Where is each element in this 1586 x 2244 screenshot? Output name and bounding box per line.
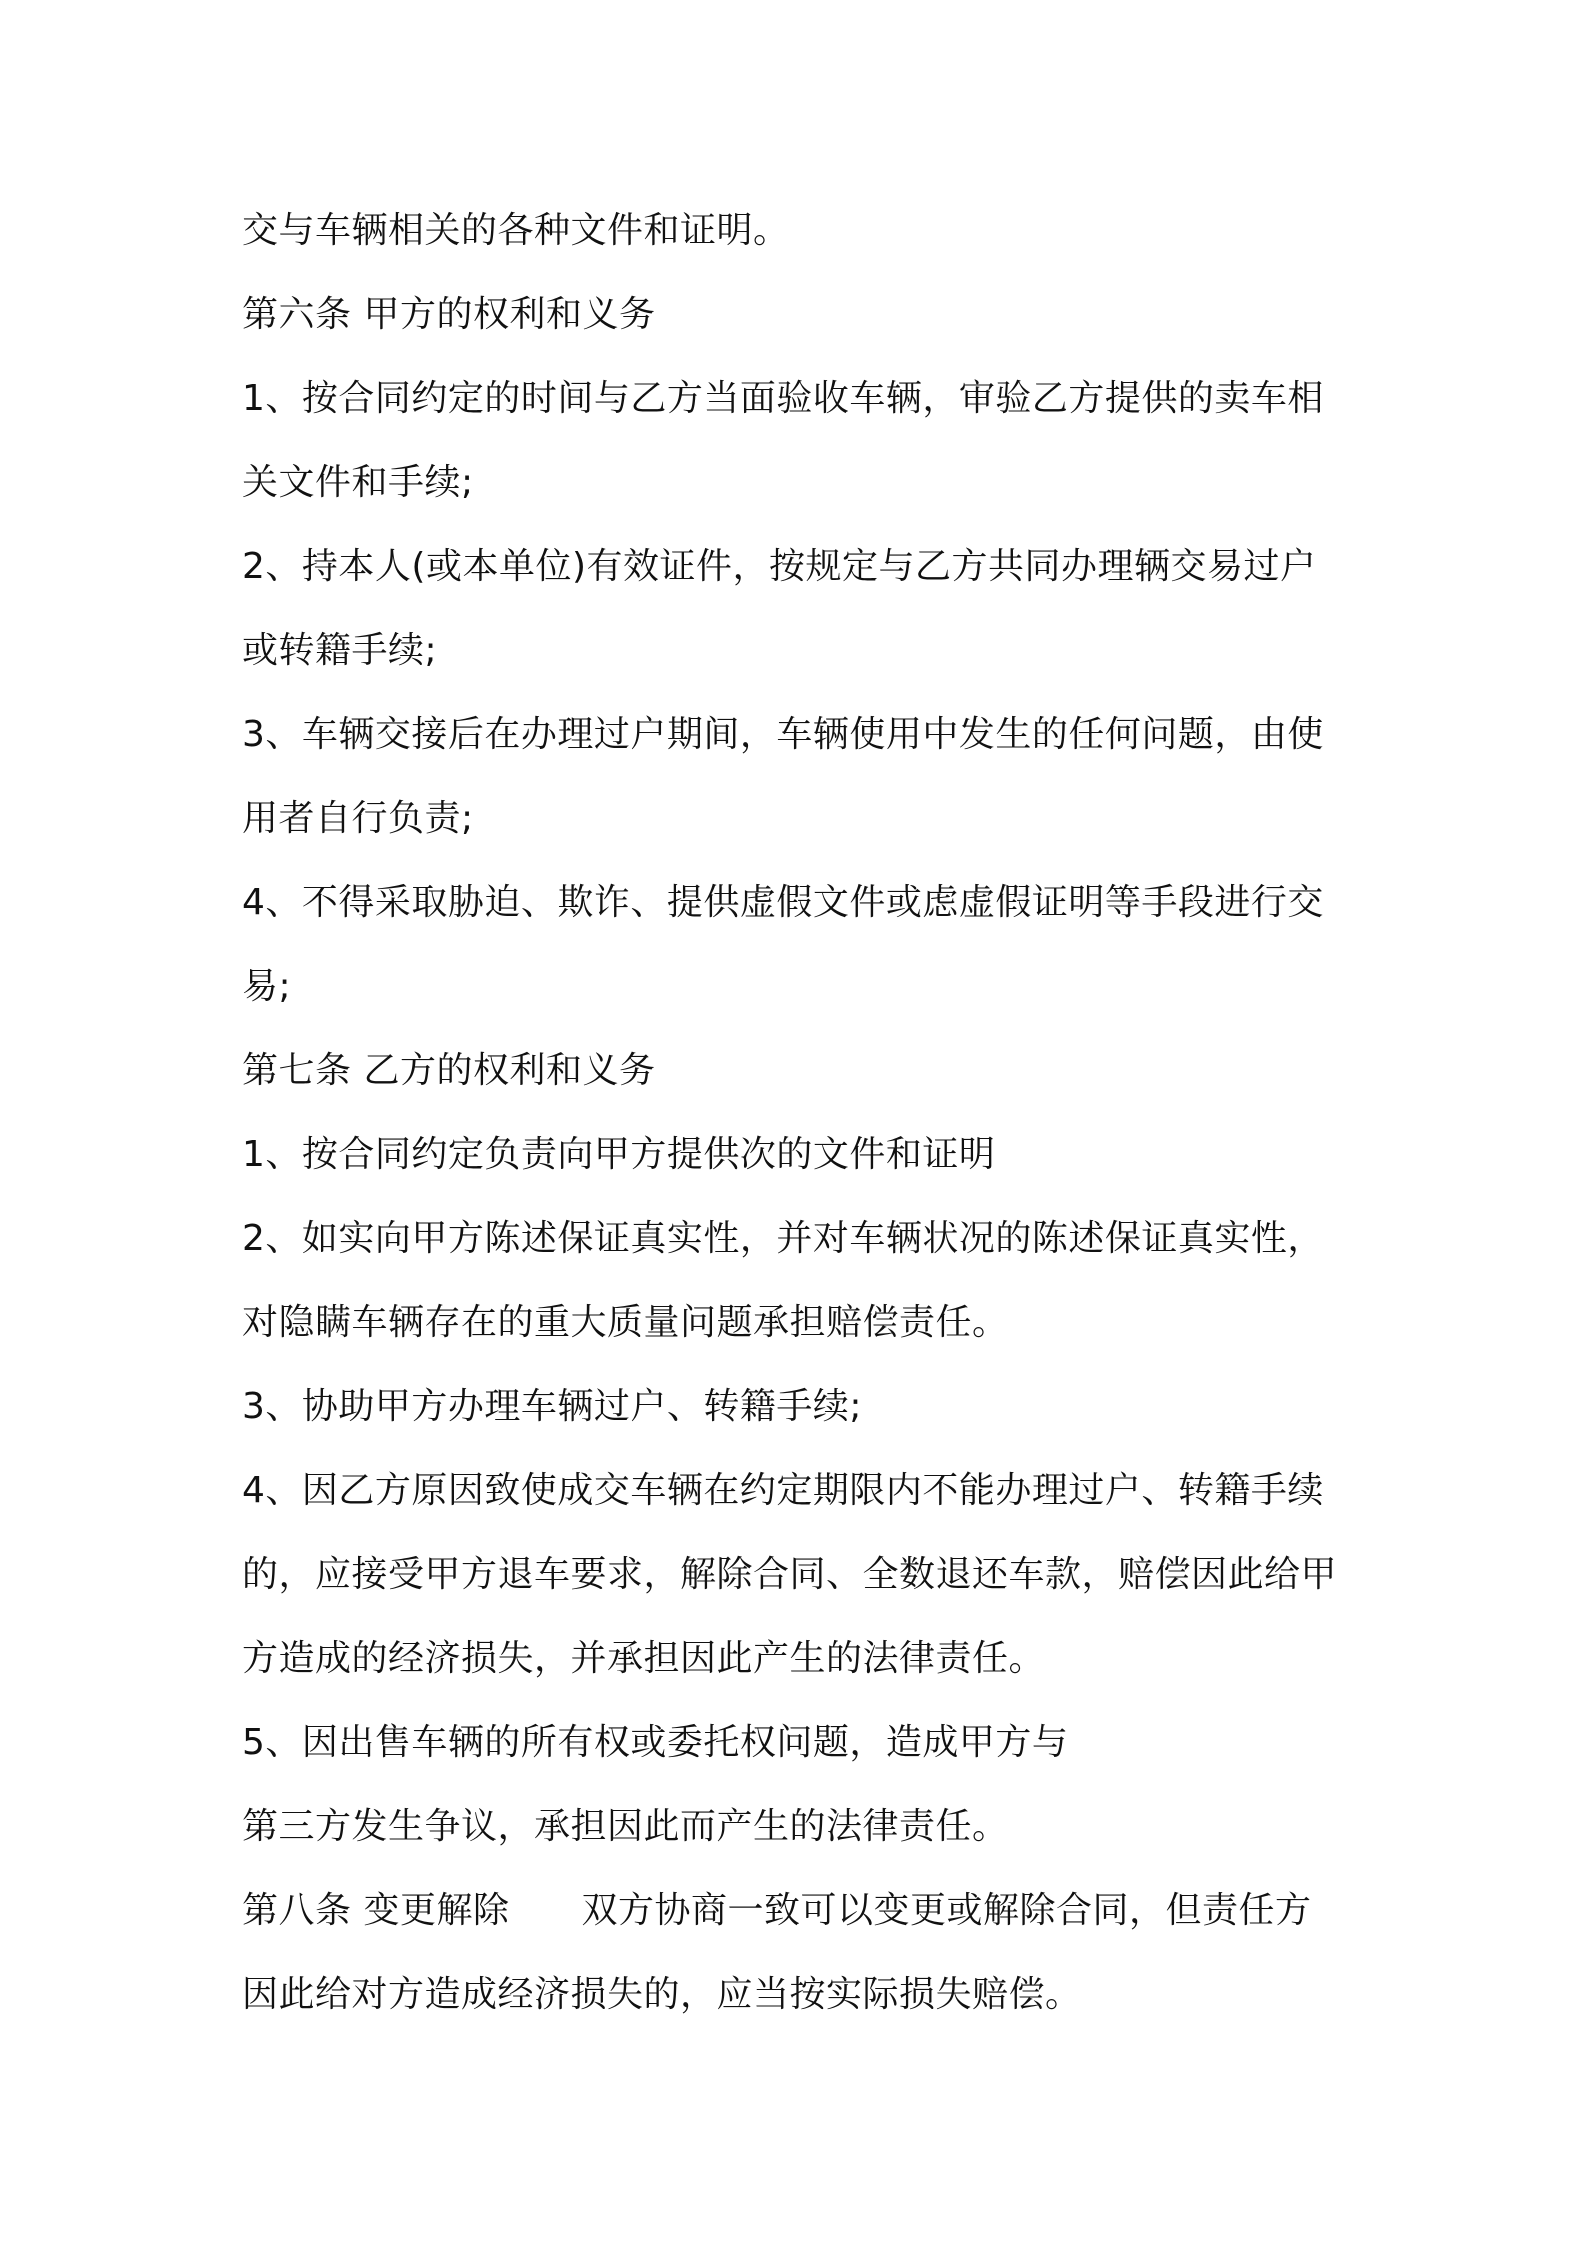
text-line: 易; bbox=[242, 966, 292, 1007]
text-line: 4、因乙方原因致使成交车辆在约定期限内不能办理过户、转籍手续 bbox=[242, 1470, 1324, 1511]
text-line: 交与车辆相关的各种文件和证明。 bbox=[242, 210, 790, 251]
text-line: 2、持本人(或本单位)有效证件，按规定与乙方共同办理辆交易过户 bbox=[242, 546, 1317, 587]
text-line: 1、按合同约定的时间与乙方当面验收车辆，审验乙方提供的卖车相 bbox=[242, 378, 1324, 419]
text-line: 2、如实向甲方陈述保证真实性，并对车辆状况的陈述保证真实性， bbox=[242, 1218, 1324, 1259]
text-line: 用者自行负责; bbox=[242, 798, 474, 839]
text-line: 5、因出售车辆的所有权或委托权问题，造成甲方与 bbox=[242, 1722, 1069, 1763]
text-line: 第三方发生争议，承担因此而产生的法律责任。 bbox=[242, 1806, 1009, 1847]
text-line: 关文件和手续; bbox=[242, 462, 474, 503]
text-line: 3、车辆交接后在办理过户期间，车辆使用中发生的任何问题，由使 bbox=[242, 714, 1324, 755]
text-line: 的，应接受甲方退车要求，解除合同、全数退还车款，赔偿因此给甲 bbox=[242, 1554, 1338, 1595]
text-line: 因此给对方造成经济损失的，应当按实际损失赔偿。 bbox=[242, 1974, 1082, 2015]
document-body bbox=[242, 196, 1372, 2044]
article-8-line bbox=[242, 1876, 1372, 1960]
text-line: 方造成的经济损失，并承担因此产生的法律责任。 bbox=[242, 1638, 1046, 1679]
text-line: 1、按合同约定负责向甲方提供次的文件和证明 bbox=[242, 1134, 996, 1175]
article-7-heading: 第七条 乙方的权利和义务 bbox=[242, 1050, 656, 1091]
text-line: 对隐瞒车辆存在的重大质量问题承担赔偿责任。 bbox=[242, 1302, 1009, 1343]
text-line: 3、协助甲方办理车辆过户、转籍手续; bbox=[242, 1386, 863, 1427]
article-6-heading: 第六条 甲方的权利和义务 bbox=[242, 294, 656, 335]
article-8-heading: 第八条 变更解除 bbox=[242, 1890, 510, 1931]
text-line: 或转籍手续; bbox=[242, 630, 438, 671]
text-line: 4、不得采取胁迫、欺诈、提供虚假文件或虑虚假证明等手段进行交 bbox=[242, 882, 1324, 923]
article-8-text: 双方协商一致可以变更或解除合同，但责任方 bbox=[581, 1890, 1312, 1931]
